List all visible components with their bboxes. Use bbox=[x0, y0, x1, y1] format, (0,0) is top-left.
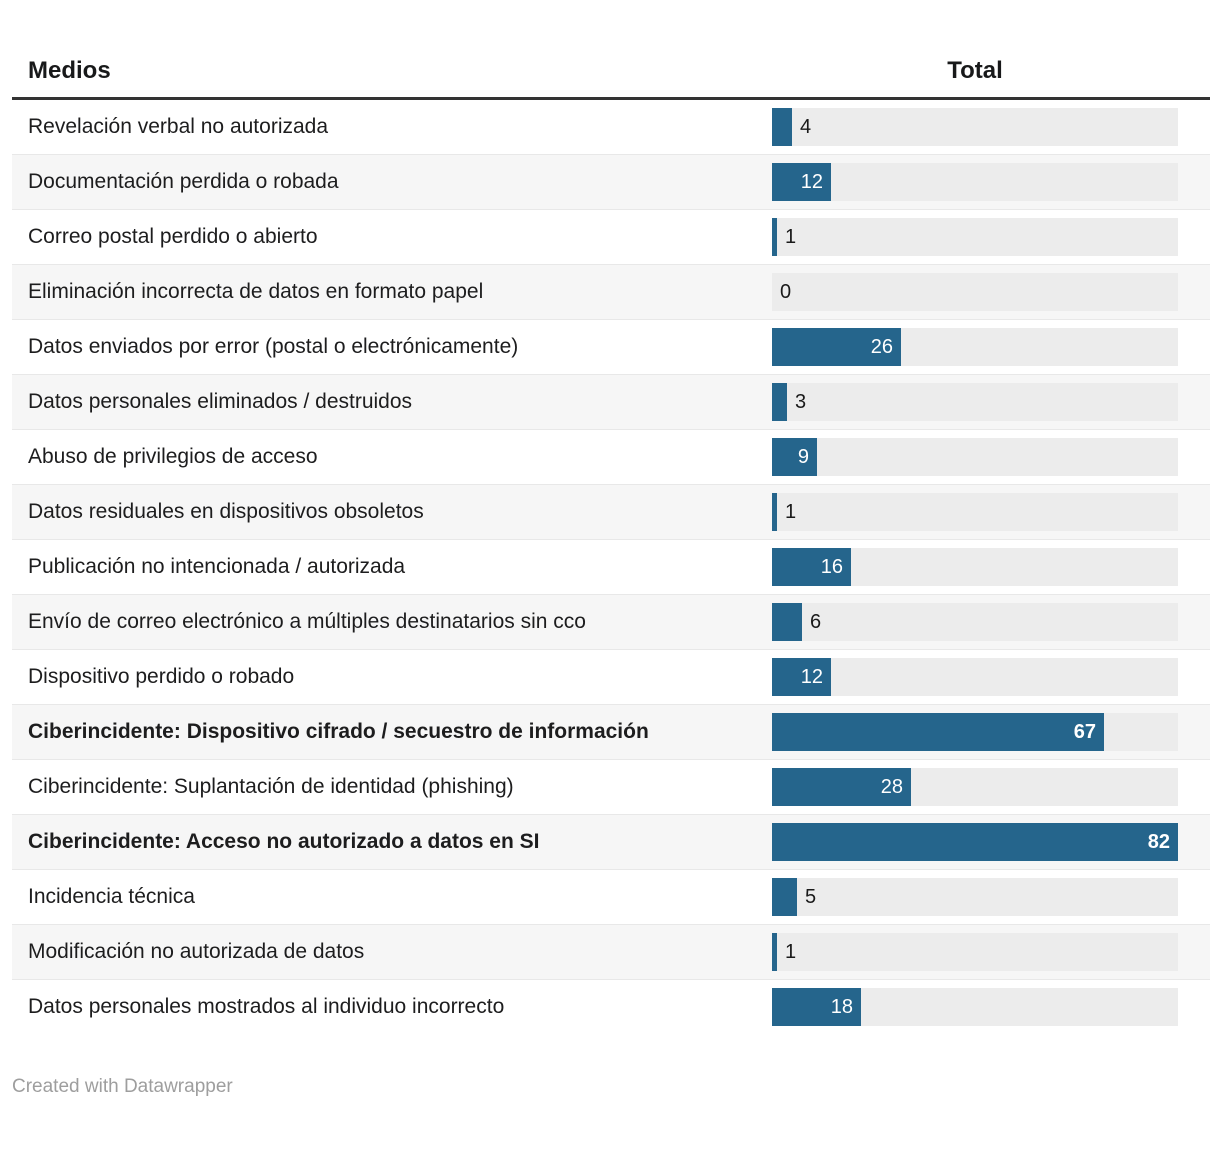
table-row bbox=[12, 319, 1210, 374]
table-row bbox=[12, 209, 1210, 264]
table-header bbox=[12, 40, 1210, 100]
bar-cell bbox=[772, 988, 1210, 1026]
bar-cell bbox=[772, 108, 1210, 146]
bar-cell bbox=[772, 218, 1210, 256]
bar bbox=[772, 328, 901, 366]
bar-value: 6 bbox=[810, 610, 822, 633]
bar-track bbox=[772, 163, 1178, 201]
row-label: Ciberincidente: Dispositivo cifrado / secuestro de información bbox=[28, 720, 649, 743]
table-row bbox=[12, 704, 1210, 759]
bar-cell bbox=[772, 603, 1210, 641]
bar-cell bbox=[772, 548, 1210, 586]
row-label: Documentación perdida o robada bbox=[28, 170, 339, 193]
bar-track bbox=[772, 383, 1178, 421]
row-label: Dispositivo perdido o robado bbox=[28, 665, 295, 688]
table-row bbox=[12, 649, 1210, 704]
bar bbox=[772, 218, 777, 256]
row-label: Abuso de privilegios de acceso bbox=[28, 445, 318, 468]
row-label: Envío de correo electrónico a múltiples destinatarios sin cco bbox=[28, 610, 586, 633]
bar-value: 1 bbox=[785, 940, 797, 963]
table-row bbox=[12, 429, 1210, 484]
bar-value: 12 bbox=[800, 170, 823, 193]
bar-value: 5 bbox=[805, 885, 817, 908]
bar bbox=[772, 713, 1104, 751]
bar-value: 18 bbox=[830, 995, 853, 1018]
table-row bbox=[12, 814, 1210, 869]
table-row bbox=[12, 759, 1210, 814]
bar-value: 26 bbox=[870, 335, 893, 358]
bar-cell bbox=[772, 328, 1210, 366]
bar-cell bbox=[772, 438, 1210, 476]
row-label: Incidencia técnica bbox=[28, 885, 195, 908]
bar bbox=[772, 383, 787, 421]
bar-value: 9 bbox=[797, 445, 809, 468]
bar-cell bbox=[772, 658, 1210, 696]
bar-track bbox=[772, 878, 1178, 916]
column-header-total: Total bbox=[947, 57, 1003, 84]
bar bbox=[772, 878, 797, 916]
bar-cell bbox=[772, 273, 1210, 311]
bar-track bbox=[772, 273, 1178, 311]
bar-cell bbox=[772, 383, 1210, 421]
bar-value: 4 bbox=[800, 115, 812, 138]
bar-cell bbox=[772, 713, 1210, 751]
bar-track bbox=[772, 658, 1178, 696]
bar-track bbox=[772, 218, 1178, 256]
row-label: Datos personales mostrados al individuo incorrecto bbox=[28, 995, 505, 1018]
row-label: Eliminación incorrecta de datos en formato papel bbox=[28, 280, 484, 303]
bar-value: 67 bbox=[1073, 720, 1096, 743]
bar-track bbox=[772, 108, 1178, 146]
table-row bbox=[12, 924, 1210, 979]
row-label: Datos residuales en dispositivos obsoletos bbox=[28, 500, 424, 523]
row-label: Ciberincidente: Acceso no autorizado a datos en SI bbox=[28, 830, 540, 853]
bar-value: 28 bbox=[880, 775, 903, 798]
bar-cell bbox=[772, 768, 1210, 806]
bar-track bbox=[772, 493, 1178, 531]
table-row bbox=[12, 484, 1210, 539]
bar-cell bbox=[772, 933, 1210, 971]
bar-track bbox=[772, 603, 1178, 641]
table-row bbox=[12, 154, 1210, 209]
table-row bbox=[12, 869, 1210, 924]
row-label: Datos enviados por error (postal o electrónicamente) bbox=[28, 335, 519, 358]
datawrapper-credit: Created with Datawrapper bbox=[12, 1076, 233, 1097]
bar-track bbox=[772, 713, 1178, 751]
bar-track bbox=[772, 768, 1178, 806]
bar bbox=[772, 438, 817, 476]
bar bbox=[772, 108, 792, 146]
table-row bbox=[12, 264, 1210, 319]
bar-cell bbox=[772, 493, 1210, 531]
table-row bbox=[12, 374, 1210, 429]
table-row bbox=[12, 100, 1210, 154]
table-row bbox=[12, 594, 1210, 649]
total-column-header-cell bbox=[772, 57, 1210, 85]
bar bbox=[772, 603, 802, 641]
bar bbox=[772, 768, 911, 806]
table-body bbox=[12, 100, 1210, 1034]
bar bbox=[772, 163, 831, 201]
row-label: Modificación no autorizada de datos bbox=[28, 940, 365, 963]
bar-value: 16 bbox=[820, 555, 843, 578]
row-label: Publicación no intencionada / autorizada bbox=[28, 555, 406, 578]
row-label: Ciberincidente: Suplantación de identidad (phishing) bbox=[28, 775, 514, 798]
bar-value: 3 bbox=[795, 390, 807, 413]
bar bbox=[772, 988, 861, 1026]
bar-value: 12 bbox=[800, 665, 823, 688]
row-label: Revelación verbal no autorizada bbox=[28, 115, 329, 138]
bar-value: 1 bbox=[785, 500, 797, 523]
bar bbox=[772, 548, 851, 586]
bar-value: 0 bbox=[780, 280, 792, 303]
bar-track bbox=[772, 988, 1178, 1026]
column-header-medios: Medios bbox=[28, 57, 111, 84]
table-row bbox=[12, 539, 1210, 594]
bar-cell bbox=[772, 823, 1210, 861]
bar-track bbox=[772, 933, 1178, 971]
bar-track bbox=[772, 823, 1178, 861]
bar-track bbox=[772, 548, 1178, 586]
bar-value: 1 bbox=[785, 225, 797, 248]
bar-track bbox=[772, 438, 1178, 476]
row-label: Datos personales eliminados / destruidos bbox=[28, 390, 413, 413]
bar bbox=[772, 823, 1178, 861]
row-label: Correo postal perdido o abierto bbox=[28, 225, 318, 248]
bar bbox=[772, 658, 831, 696]
bar-cell bbox=[772, 878, 1210, 916]
bar-track bbox=[772, 328, 1178, 366]
bar-value: 82 bbox=[1147, 830, 1170, 853]
bar bbox=[772, 933, 777, 971]
table-row bbox=[12, 979, 1210, 1034]
bar bbox=[772, 493, 777, 531]
bar-cell bbox=[772, 163, 1210, 201]
